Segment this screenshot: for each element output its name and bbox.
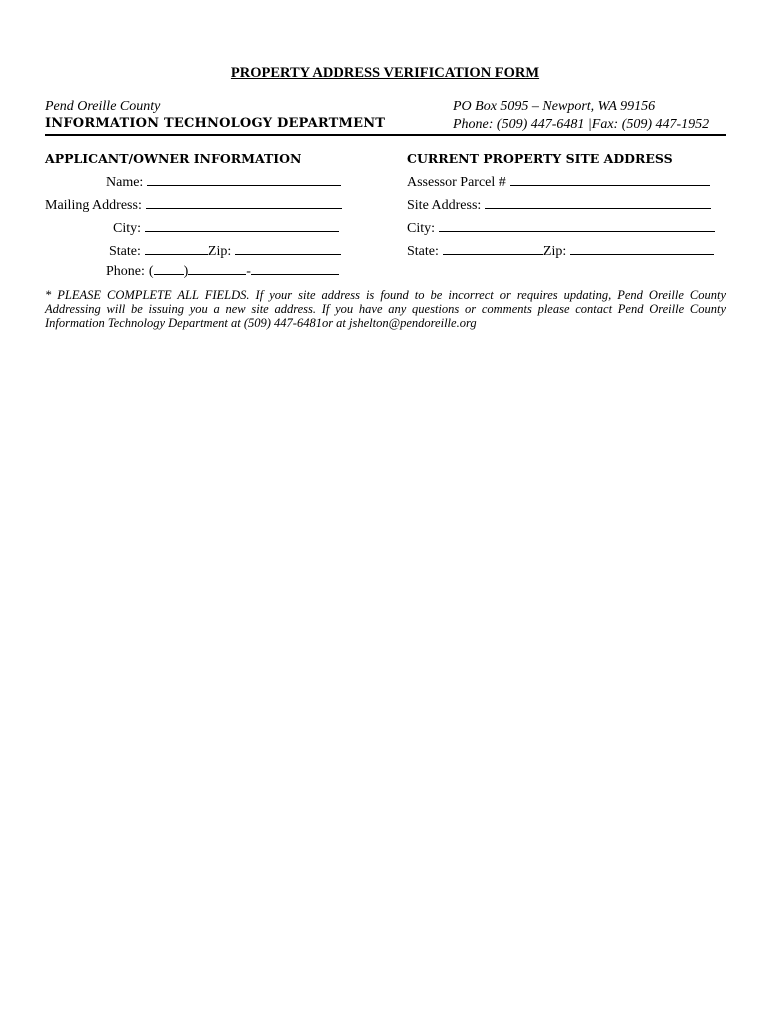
site-state-row [407, 242, 714, 260]
city-field[interactable] [145, 219, 339, 232]
name-field[interactable] [147, 173, 341, 186]
state-label: State: [109, 244, 141, 259]
parcel-field[interactable] [510, 173, 710, 186]
name-label: Name: [106, 175, 144, 190]
state-field[interactable] [145, 242, 208, 255]
site-city-label: City: [407, 221, 436, 236]
phone-area-code-field[interactable] [154, 264, 184, 275]
site-state-field[interactable] [443, 242, 543, 255]
applicant-heading: APPLICANT/OWNER INFORMATION [45, 151, 302, 166]
site-city-row [407, 219, 715, 237]
property-heading: CURRENT PROPERTY SITE ADDRESS [407, 151, 673, 166]
header-divider [45, 134, 726, 136]
site-state-label: State: [407, 244, 439, 259]
applicant-name-row [106, 173, 341, 191]
phone-open-paren: ( [148, 264, 154, 279]
mailing-address-label: Mailing Address: [45, 198, 142, 213]
applicant-city-row [113, 219, 339, 237]
form-title: PROPERTY ADDRESS VERIFICATION FORM [230, 65, 540, 81]
site-address-field[interactable] [485, 196, 711, 209]
phone-fax: Phone: (509) 447-6481 |Fax: (509) 447-1952 [453, 117, 710, 132]
department-name: INFORMATION TECHNOLOGY DEPARTMENT [45, 116, 386, 131]
phone-dash: - [246, 264, 251, 279]
county-name: Pend Oreille County [45, 99, 161, 114]
site-address-row [407, 196, 711, 214]
zip-field[interactable] [235, 242, 341, 255]
zip-label: Zip: [207, 244, 232, 259]
parcel-row [407, 173, 710, 191]
parcel-label: Assessor Parcel # [407, 175, 506, 190]
applicant-state-row [109, 242, 341, 260]
phone-close-paren: ) [183, 264, 189, 279]
applicant-mailing-row [45, 196, 342, 214]
phone-line-field[interactable] [251, 264, 339, 275]
site-zip-field[interactable] [570, 242, 714, 255]
po-box: PO Box 5095 – Newport, WA 99156 [453, 99, 656, 114]
site-city-field[interactable] [439, 219, 715, 232]
city-label: City: [113, 221, 142, 236]
site-address-label: Site Address: [407, 198, 482, 213]
applicant-phone-row [106, 264, 339, 280]
mailing-address-field[interactable] [146, 196, 342, 209]
site-zip-label: Zip: [542, 244, 567, 259]
phone-label: Phone: [106, 264, 145, 279]
phone-prefix-field[interactable] [188, 264, 246, 275]
instructions-note: * PLEASE COMPLETE ALL FIELDS. If your site address is found to be incorrect or requires updating, Pend Oreille County Addressing will be issuing you a new site address. If you have any questions or comments please contact Pend Oreille County Information Technology Department at (509) 447-6481or at jshelton@pendoreille.org [45, 288, 726, 330]
